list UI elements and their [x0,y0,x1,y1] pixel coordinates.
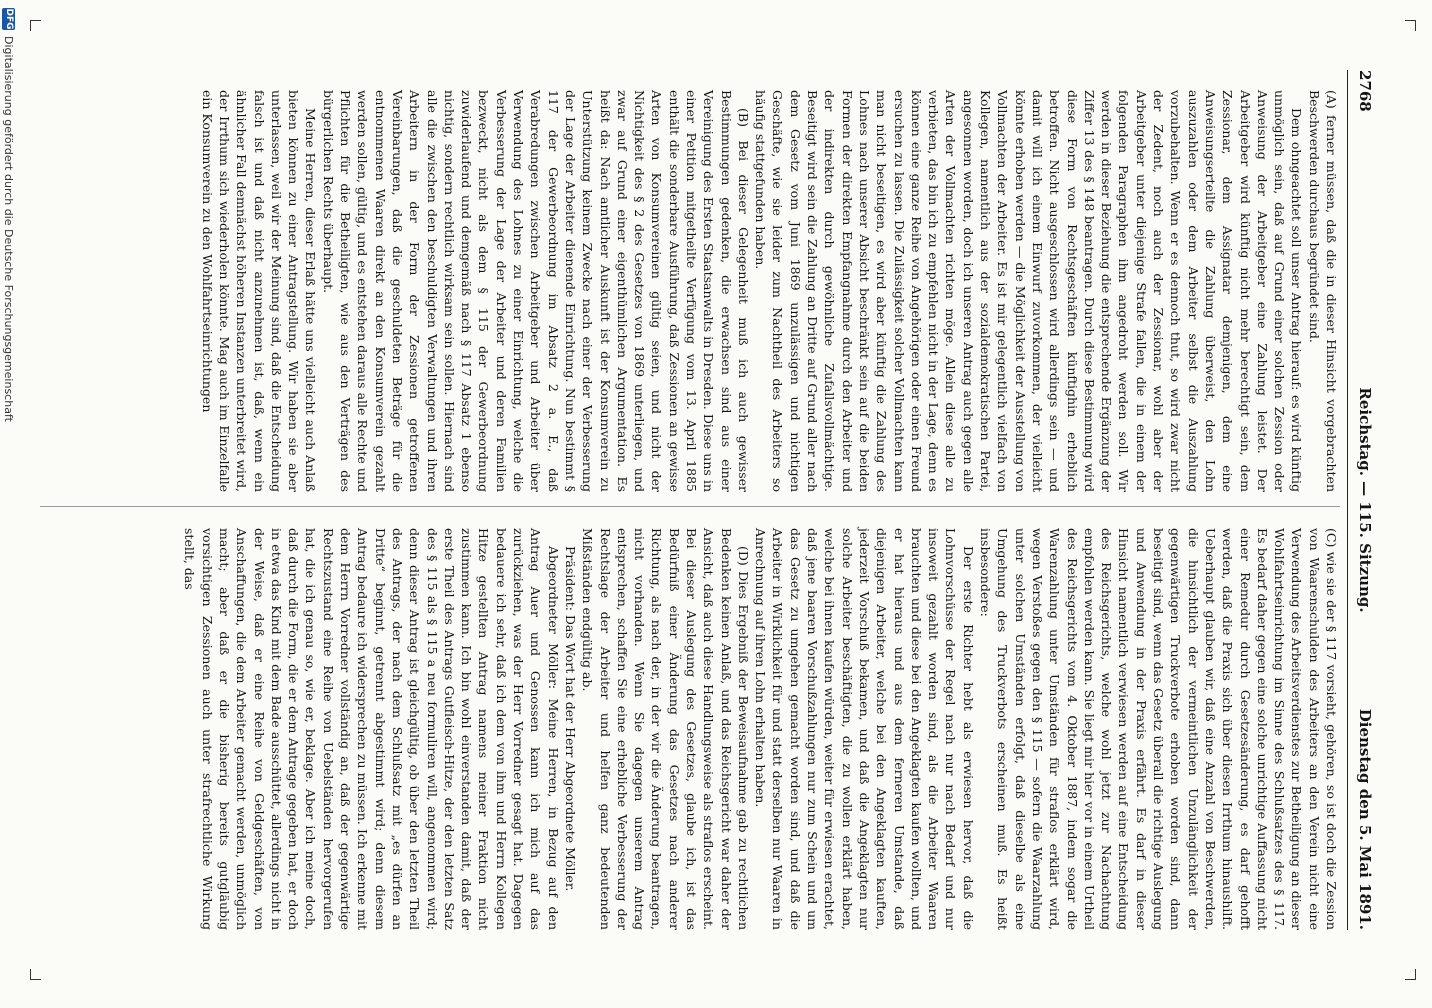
paragraph: Meine Herren, dieser Erlaß hätte uns vielleicht auch Anlaß bieten können zu einer Antragstellung. Wir haben sie aber unterlassen, weil wir der Meinung sind, daß die Entscheidung falsch ist und daß nicht anzunehmen ist, daß, wenn ein ähnlicher Fall demnächst höheren Instanzen unterbreitet wird, der Irrthum sich wiederholen könnte. Mag auch im Einzelfalle ein Konsumverein zu den Wohlfahrtseinrichtungen [199,90,319,492]
paragraph: (D) Dies Ergebniß der Beweisaufnahme gab zu rechtlichen Bedenken keinen Anlaß, und das Reichsgericht war daher der Ansicht, daß auch diese Handlungsweise als straflos erscheint. Bei dieser Auslegung des Gesetzes, glaube ich, ist das Bedürfniß einer Änderung das Gesetzes nach anderer Richtung, als nach der, in der wir die Änderung beantragen, nicht vorhanden. Wenn Sie dagegen unserem Antrag entsprechen, schaffen Sie eine erhebliche Verbesserung der Rechtslage der Arbeiter und helfen ganz bedeutenden Mißständen endgültig ab. [580,528,751,930]
paragraph: Der erste Richter hebt als erwiesen hervor, daß die Lohnvorschüsse der Regel nach nur nach Bedarf und nur insoweit gezahlt worden sind, als die Arbeiter Waaren brauchten und diese bei den Angeklagten kaufen wollten, und er hat hieraus und aus dem ferneren Umstande, daß diejenigen Arbeiter, welche bei den Angeklagten kauften, jederzeit Vorschuß bekamen, und daß die Angeklagten nur solche Arbeiter beschäftigten, die zu wollen erklärt haben, welche bei ihnen kaufen würden, weiter für erwiesen erachtet, daß jene baaren Vorschußzahlungen nur zum Schein und um das Gesetz zu umgehen gemacht worden sind, und daß die Arbeiter in Wirklichkeit für und statt derselben nur Waaren in Anrechnung auf ihren Lohn erhalten haben. [753,528,976,930]
crop-mark [30,20,41,31]
session-date: Dienstag den 5. Mai 1891. [1356,708,1374,930]
speaker-paragraph: Präsident: Das Wort hat der Herr Abgeordnete Möller. [562,546,578,892]
digitization-footer [0,0,18,1008]
paragraph: (B) Bei dieser Gelegenheit muß ich auch gewisser Bestimmungen gedenken, die erwachsen sind aus einer Vereinigung des Ersten Staatsanwalts in Dresden. Diese uns in einer Petition mitgetheilte Verfügung vom 13. April 1885 enthält die sonderbare Ausführung, daß Zessionen an gewisse Arten von Konsumvereinen gültig seien, und nicht der Nichtigkeit des § 2 des Gesetzes von 1869 unterliegen, und zwar auf Grund einer eigenthümlichen Argumentation. Es heißt da: Nach amtlicher Auskunft ist der Konsumverein zu Unterstützung keinem Zwecke nach einer der Verbesserung der Lage der Arbeiter dienende Einrichtung. Nun bestimmt § 117 der Gewerbeordnung im Absatz 2 a. E., daß Verabredungen zwischen Arbeitgeber und Arbeiter über Verwendung des Lohnes zu einer Einrichtung, welche die Verbesserung der Lage der Arbeiter und deren Familien bezweckt, nicht als dem § 115 der Gewerbeordnung zuwiderlaufend und demgemäß nach § 117 Absatz 1 ebenso nichtig, sondern rechtlich wirksam sein sollen. Hiernach sind alle die zwischen den beschuldigten Verwaltungen und ihren Arbeitern in der Form der Zessionen getroffenen Vereinbarungen, daß die geschuldeten Beträge für die entnommenen Waaren direkt an den Konsumverein gezahlt werden sollen, gültig, und es entstehen daraus alle Rechte und Pflichten für die Betheiligten, wie aus den Verträgen des bürgerlichen Rechts überhaupt. [320,90,751,492]
left-column [198,90,1340,492]
crop-mark [1405,969,1416,980]
footer-text: Digitalisierung gefördert durch die Deutsche Forschungsgemeinschaft [2,36,16,422]
paragraph: Dem ohngeachtet soll unser Antrag hierauf: es wird künftig unmöglich sein, daß auf Grund einer solchen Zession oder Anweisung der Arbeitgeber eine Zahlung leistet. Der Arbeitgeber wird künftig nicht mehr berechtigt sein, dem Zessionar, dem Assignatar demjenigen, dem eine Anweisungserteilte die Zahlung überweist, den Lohn auszuzahlen oder dem Arbeiter selbst die Auszahlung vorzubehalten. Wenn er es dennoch thut, so wird zwar nicht der Zedent, noch auch der Zessionar, wohl aber der Arbeitgeber unter diejenige Strafe fallen, die in einem der folgenden Paragraphen ihm angedroht werden soll. Wir werden in dieser Beziehung die entsprechende Ergänzung der Ziffer 13 des § 148 beantragen. Durch diese Bestimmung wird diese Form von Rechtsgeschäften künftighin erheblich betroffen. Nicht ausgeschlossen wird allerdings sein — und damit will ich einem Einwurf zuvorkommen, der vielleicht könnte erhoben werden — die Möglichkeit der Ausstellung von Vollmachten der Arbeiter. Es ist mir gelegentlich vielfach von Kollegen, namentlich aus der sozialdemokratischen Partei, angesonnen worden, doch ich unseren Antrag auch gegen alle Arten der Vollmachten richten möge. Allein diese alle zu verbieten, das bin ich zu empfehlen nicht in der Lage, denn es können eine ganze Reihe von Angehörigen oder einen Freund ersuchen zu lassen. Die Zulässigkeit solcher Vollmachten kann man nicht beseitigen, es wird aber künftig die Zahlung des Lohnes nach unserer Absicht beschränkt sein auf die beiden Formen der direkten Empfangnahme durch den Arbeiter und der indirekten durch gewöhnliche Zufallsvollmächtige. Beseitigt wird sein die Zahlung an Dritte auf Grund aller nach dem Gesetz vom Juni 1869 unzulässigen und nichtigen Geschäfte, wie sie leider zum Nachtheil des Arbeiters so häufig stattgefunden haben. [753,90,1305,492]
session-title: Reichstag. — 115. Sitzung. [1356,387,1374,613]
right-column [181,528,1340,930]
page-number: 2768 [1356,70,1374,112]
crop-mark [30,969,41,980]
paragraph: (A) ferner müssen, daß die in dieser Hinsicht vorgebrachten Beschwerden durchaus begründet sind. [1306,90,1339,492]
column-divider [40,506,1340,507]
running-header [1348,70,1374,930]
paragraph: (C) wie sie der § 117 vorsieht, gehören, so ist doch die Zession von Waarenschulden des Arbeiters an den Verein nicht eine Verwendung des Arbeitsverdienstes zur Betheiligung an dieser Wohlfahrtseinrichtung im Sinne des Schlußsatzes des § 117. Es bedarf daher gegen eine solche unrichtige Auffassung nicht einer Remedur durch Gesetzesänderung, es darf gehofft werden, daß die Praxis sich über diesen Irrthum hinaushilft. Ueberhaupt glauben wir, daß eine Anzahl von Beschwerden, die hinsichtlich der vermeintlichen Unzulänglichkeit der gegenwärtigen Truckverbote erhoben worden sind, dann beseitigt sind, wenn das Gesetz überall die richtige Auslegung und Anwendung in der Praxis erfährt. Es darf in dieser Hinsicht namentlich verwiesen werden auf eine Entscheidung des Reichsgerichts, welche wohl jetzt zur Nachachtung empfohlen werden kann. Sie liegt mir hier vor in einem Urtheil des Reichsgerichts vom 4. Oktober 1887, indem sogar die Warenzahlung unter Umständen für straflos erklärt wird, wegen Verstoßes gegen den § 115 — sofern die Waarzahlung unter solchen Umständen erfolgt, daß dieselbe als eine Umgehung des Truckverbots erscheinen muß. Es heißt insbesondere: [978,528,1339,930]
dfg-logo: DFG [4,8,15,30]
header-rule [1347,70,1348,930]
paragraph: Abgeordneter Möller: Meine Herren, in Bezug auf den Antrag Auer und Genossen kann ich mich auf das zurückziehen, was der Herr Vorredner gesagt hat. Dagegen bedauere ich sehr, daß ich dem von ihm und Herrn Kollegen Hitze gestellten Antrag namens meiner Fraktion nicht zustimmen kann. Ich bin wohl einverstanden damit, daß der erste Theil des Antrags Gutfleisch-Hitze, der den letzten Satz des § 115 als § 115 a neu formuliren will, angenommen wird; denn dieser Antrag ist gleichgültig, ob über den letzten Theil des Antrags, der nach dem Schlußsatz mit „es dürfen an Dritte“ beginnt, getrennt abgestimmt wird; denn diesem Antrag bedaure ich widersprechen zu müssen. Ich erkenne mit dem Herrn Vorredner vollständig an, daß der gegenwärtige Rechtszustand eine Reihe von Uebelständen hervorgerufen hat, die ich genau so, wie er, beklage. Aber ich meine doch, daß durch die Form, die er dem Antrage gegeben hat, er doch in etwa das Kind mit dem Bade ausschüttet, allerdings nicht in der Weise, daß er eine Reihe von Geldgeschäften, von Anschaffungen, die dem Arbeiter gemacht werden, unmöglich macht; aber daß er die bisherig bereits gutgläubig vorsichtigen Zessionen auch unter strafrechtliche Wirkung stellt, das [182,528,561,930]
crop-mark [1405,20,1416,31]
